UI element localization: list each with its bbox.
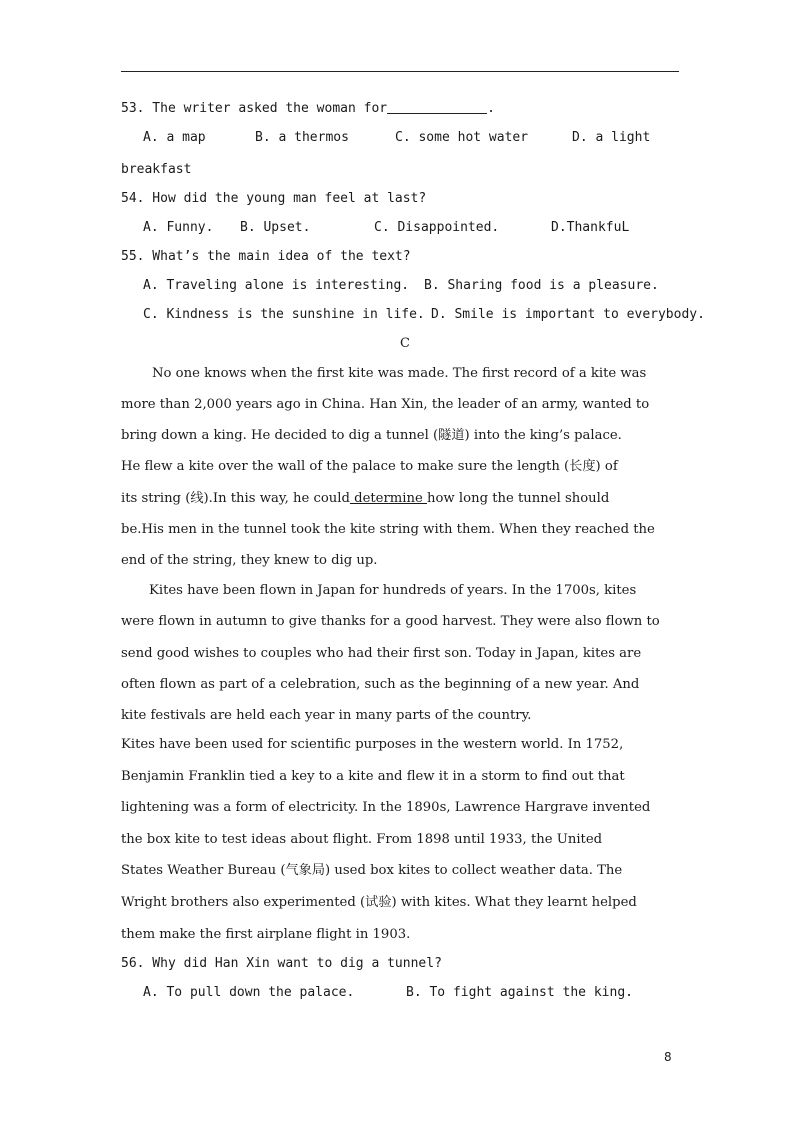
passage-p3-line-7: them make the first airplane flight in 1903.: [121, 927, 411, 942]
passage-p1-line-6: be.His men in the tunnel took the kite string with them. When they reached the: [121, 522, 655, 537]
answer-blank: [387, 100, 487, 114]
section-label: C: [400, 336, 410, 351]
passage-p3-line-1: Kites have been used for scientific purposes in the western world. In 1752,: [121, 737, 624, 752]
passage-p3-line-6: Wright brothers also experimented (试验) with kites. What they learnt helped: [121, 895, 637, 910]
option-55-a: A. Traveling alone is interesting.: [143, 278, 410, 293]
option-56-a: A. To pull down the palace.: [143, 985, 355, 1000]
passage-p1-line-3: bring down a king. He decided to dig a tunnel (隧道) into the king’s palace.: [121, 428, 622, 443]
passage-p3-line-2: Benjamin Franklin tied a key to a kite and flew it in a storm to find out that: [121, 769, 625, 784]
passage-p3-line-4: the box kite to test ideas about flight. From 1898 until 1933, the United: [121, 832, 603, 847]
passage-p2-line-1: Kites have been flown in Japan for hundreds of years. In the 1700s, kites: [149, 583, 637, 598]
passage-p1-line-5-start: its string (线).In this way, he could: [121, 491, 350, 506]
passage-p1-line-4: He flew a kite over the wall of the palace to make sure the length (长度) of: [121, 459, 618, 474]
passage-p3-line-5: States Weather Bureau (气象局) used box kites to collect weather data. The: [121, 863, 623, 878]
option-53-a: A. a map: [143, 130, 206, 145]
page-number: 8: [664, 1050, 672, 1064]
passage-p2-line-3: send good wishes to couples who had their first son. Today in Japan, kites are: [121, 646, 642, 661]
passage-p2-line-2: were flown in autumn to give thanks for a good harvest. They were also flown to: [121, 614, 660, 629]
passage-p2-line-5: kite festivals are held each year in many parts of the country.: [121, 708, 532, 723]
option-55-b: B. Sharing food is a pleasure.: [424, 278, 659, 293]
option-56-b: B. To fight against the king.: [406, 985, 633, 1000]
question-53: [121, 100, 495, 118]
passage-p1-line-5-end: how long the tunnel should: [427, 491, 610, 506]
option-54-d: D.ThankfuL: [551, 220, 630, 235]
option-53-b: B. a thermos: [255, 130, 349, 145]
passage-p3-line-3: lightening was a form of electricity. In the 1890s, Lawrence Hargrave invented: [121, 800, 651, 815]
passage-p1-line-2: more than 2,000 years ago in China. Han Xin, the leader of an army, wanted to: [121, 397, 650, 412]
question-55: 55. What’s the main idea of the text?: [121, 249, 411, 264]
option-53-d: D. a light: [572, 130, 651, 145]
option-55-c: C. Kindness is the sunshine in life.: [143, 307, 425, 322]
question-53-text: 53. The writer asked the woman for: [121, 101, 388, 116]
option-53-c: C. some hot water: [395, 130, 529, 145]
option-53-d-continued: breakfast: [121, 162, 192, 177]
passage-p2-line-4: often flown as part of a celebration, such as the beginning of a new year. And: [121, 677, 640, 692]
question-54: 54. How did the young man feel at last?: [121, 191, 427, 206]
passage-p1-line-5: [121, 490, 609, 508]
option-54-c: C. Disappointed.: [374, 220, 500, 235]
option-55-d: D. Smile is important to everybody.: [431, 307, 705, 322]
option-54-a: A. Funny.: [143, 220, 214, 235]
passage-p1-line-1: No one knows when the first kite was made. The first record of a kite was: [152, 366, 647, 381]
header-rule: [121, 71, 679, 72]
passage-p1-line-7: end of the string, they knew to dig up.: [121, 553, 378, 568]
question-56: 56. Why did Han Xin want to dig a tunnel?: [121, 956, 442, 971]
underlined-word-determine: determine: [349, 491, 427, 506]
question-53-end: .: [487, 101, 495, 116]
option-54-b: B. Upset.: [240, 220, 311, 235]
